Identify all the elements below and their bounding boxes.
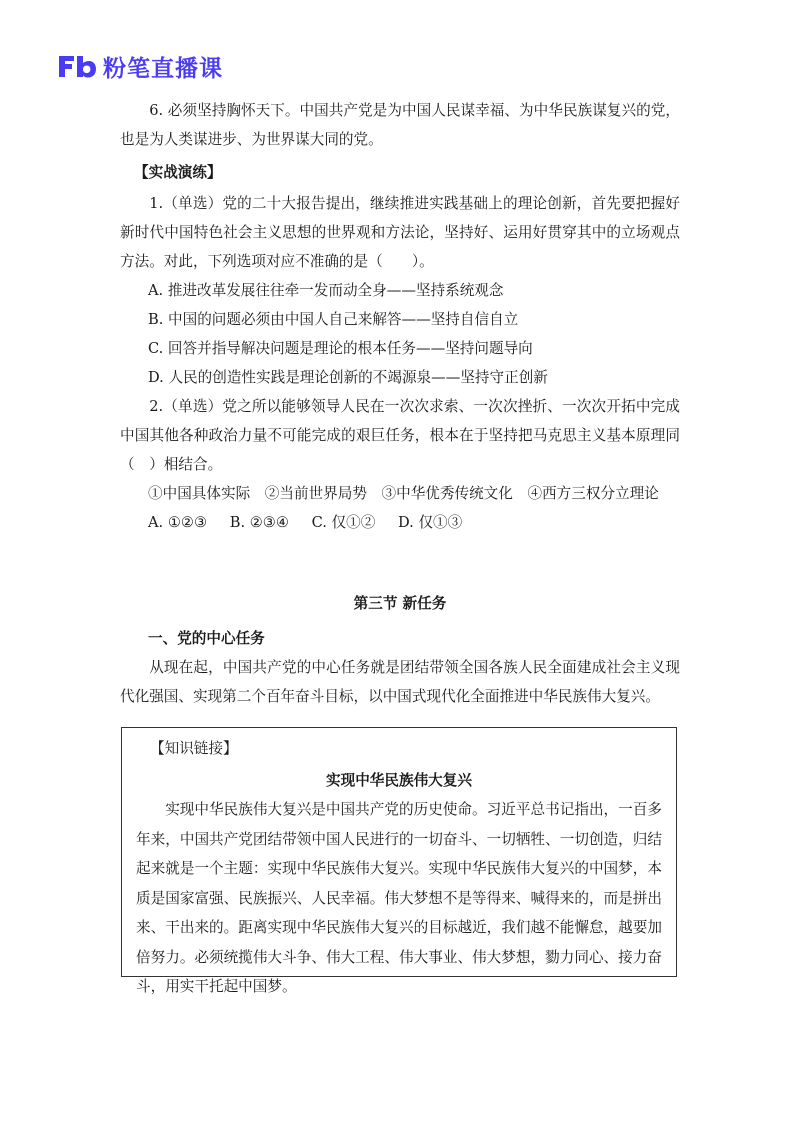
- choice-b: B. ②③④: [229, 514, 289, 531]
- document-body: [120, 96, 680, 711]
- choice-d: D. 仅①③: [397, 514, 463, 531]
- knowledge-title: 实现中华民族伟大复兴: [326, 771, 472, 789]
- fenbi-fb-logo-icon: [57, 53, 97, 79]
- question-1-option-d: D. 人民的创造性实践是理论创新的不竭源泉——坚持守正创新: [148, 369, 548, 386]
- section-title: 第三节 新任务: [353, 595, 447, 612]
- practice-label: 【实战演练】: [134, 164, 222, 181]
- knowledge-label: 【知识链接】: [150, 740, 238, 757]
- question-2-choices: [120, 508, 680, 537]
- question-1-option-b: B. 中国的问题必须由中国人自己来解答——坚持自信自立: [148, 311, 519, 328]
- question-1-stem: 1.（单选）党的二十大报告提出，继续推进实践基础上的理论创新，首先要把握好新时代中国特色社会主义思想的世界观和方法论，坚持好、运用好贯穿其中的立场观点方法。对此，下列选项对应不准确的是（ ）。: [120, 195, 680, 270]
- knowledge-link-box: [121, 727, 677, 995]
- question-2-stem: 2.（单选）党之所以能够领导人民在一次次求索、一次次挫折、一次次开拓中完成中国其他各种政治力量不可能完成的艰巨任务，根本在于坚持把马克思主义基本原理同（ ）相结合。: [120, 398, 680, 473]
- section-heading: 一、党的中心任务: [148, 630, 265, 647]
- section-paragraph: 从现在起，中国共产党的中心任务就是团结带领全国各族人民全面建成社会主义现代化强国、实现第二个百年奋斗目标，以中国式现代化全面推进中华民族伟大复兴。: [120, 659, 680, 705]
- brand-name: 粉笔直播课: [103, 55, 223, 82]
- intro-paragraph: 6. 必须坚持胸怀天下。中国共产党是为中国人民谋幸福、为中华民族谋复兴的党，也是为人类谋进步、为世界谋大同的党。: [120, 102, 680, 148]
- question-2-items: ①中国具体实际 ②当前世界局势 ③中华优秀传统文化 ④西方三权分立理论: [148, 485, 659, 502]
- question-1-option-c: C. 回答并指导解决问题是理论的根本任务——坚持问题导向: [148, 340, 533, 357]
- brand-header: [57, 50, 223, 82]
- choice-a: A. ①②③: [148, 514, 208, 531]
- knowledge-paragraph: 实现中华民族伟大复兴是中国共产党的历史使命。习近平总书记指出，一百多年来，中国共产党团结带领中国人民进行的一切奋斗、一切牺牲、一切创造，归结起来就是一个主题：实现中华民族伟大复兴。实现中华民族伟大复兴的中国梦，本质是国家富强、民族振兴、人民幸福。伟大梦想不是等得来、喊得来的，而是拼出来、干出来的。距离实现中华民族伟大复兴的目标越近，我们越不能懈怠，越要加倍努力。必须统揽伟大斗争、伟大工程、伟大事业、伟大梦想，勠力同心、接力奋斗，用实干托起中国梦。: [136, 801, 662, 995]
- choice-c: C. 仅①②: [311, 514, 376, 531]
- question-1-option-a: A. 推进改革发展往往牵一发而动全身——坚持系统观念: [148, 282, 504, 299]
